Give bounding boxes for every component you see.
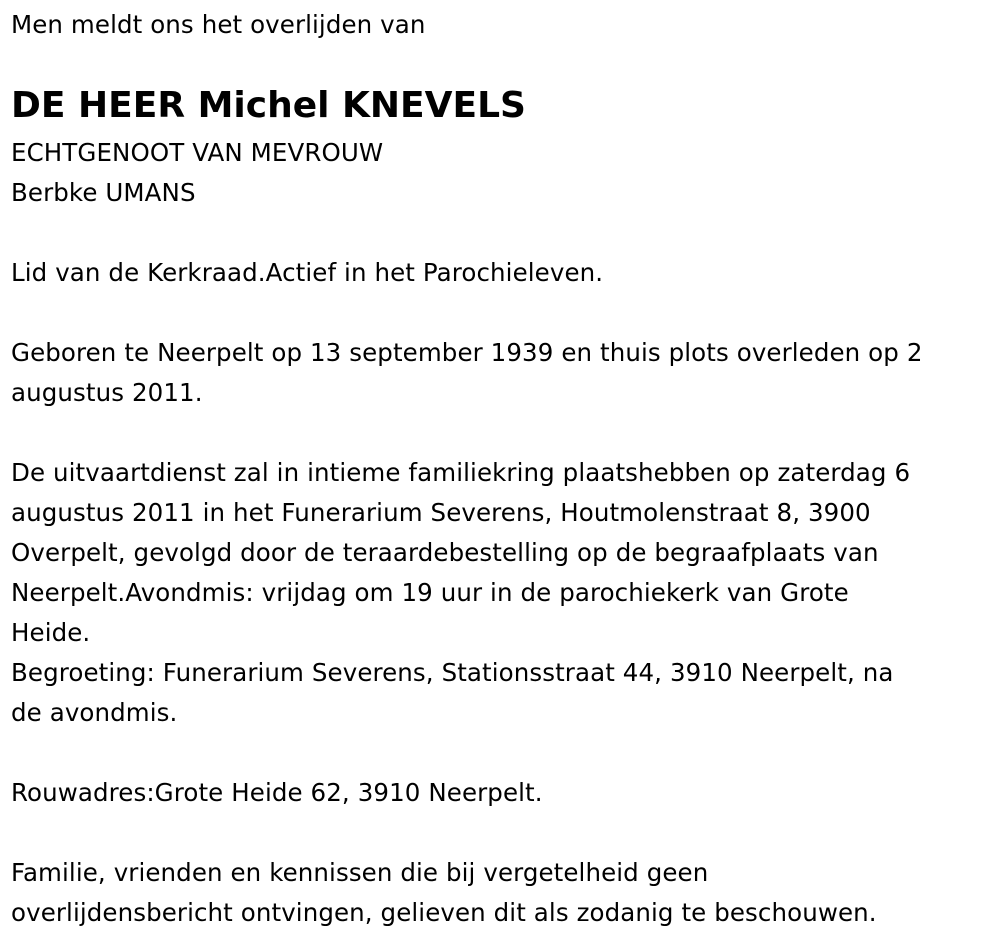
birth-death-line: Geboren te Neerpelt op 13 september 1939 en thuis plots overleden op 2 xyxy=(11,338,923,367)
service-line: augustus 2011 in het Funerarium Severens, Houtmolenstraat 8, 3900 xyxy=(11,498,871,527)
deceased-name: DE HEER Michel KNEVELS xyxy=(11,85,526,126)
condolence-line: Begroeting: Funerarium Severens, Stationsstraat 44, 3910 Neerpelt, na xyxy=(11,658,894,687)
mourning-address-section xyxy=(11,773,543,813)
service-line: Overpelt, gevolgd door de teraardebestelling op de begraafplaats van xyxy=(11,538,879,567)
spouse-name: Berbke UMANS xyxy=(11,178,196,207)
service-line: Heide. xyxy=(11,618,91,647)
spouse-section xyxy=(11,133,383,213)
family-note-line: Familie, vrienden en kennissen die bij vergetelheid geen xyxy=(11,858,709,887)
service-line: De uitvaartdienst zal in intieme familiekring plaatshebben op zaterdag 6 xyxy=(11,458,911,487)
membership-section xyxy=(11,253,603,293)
funeral-service-section xyxy=(11,453,910,733)
family-note-line: overlijdensbericht ontvingen, gelieven dit als zodanig te beschouwen. xyxy=(11,898,877,927)
membership-text: Lid van de Kerkraad.Actief in het Parochieleven. xyxy=(11,258,604,287)
mourning-address: Rouwadres:Grote Heide 62, 3910 Neerpelt. xyxy=(11,778,543,807)
intro-text: Men meldt ons het overlijden van xyxy=(11,10,426,39)
birth-death-line: augustus 2011. xyxy=(11,378,203,407)
birth-death-section xyxy=(11,333,923,413)
spouse-line: ECHTGENOOT VAN MEVROUW xyxy=(11,138,384,167)
condolence-line: de avondmis. xyxy=(11,698,178,727)
service-line: Neerpelt.Avondmis: vrijdag om 19 uur in de parochiekerk van Grote xyxy=(11,578,849,607)
family-note-section xyxy=(11,853,877,933)
